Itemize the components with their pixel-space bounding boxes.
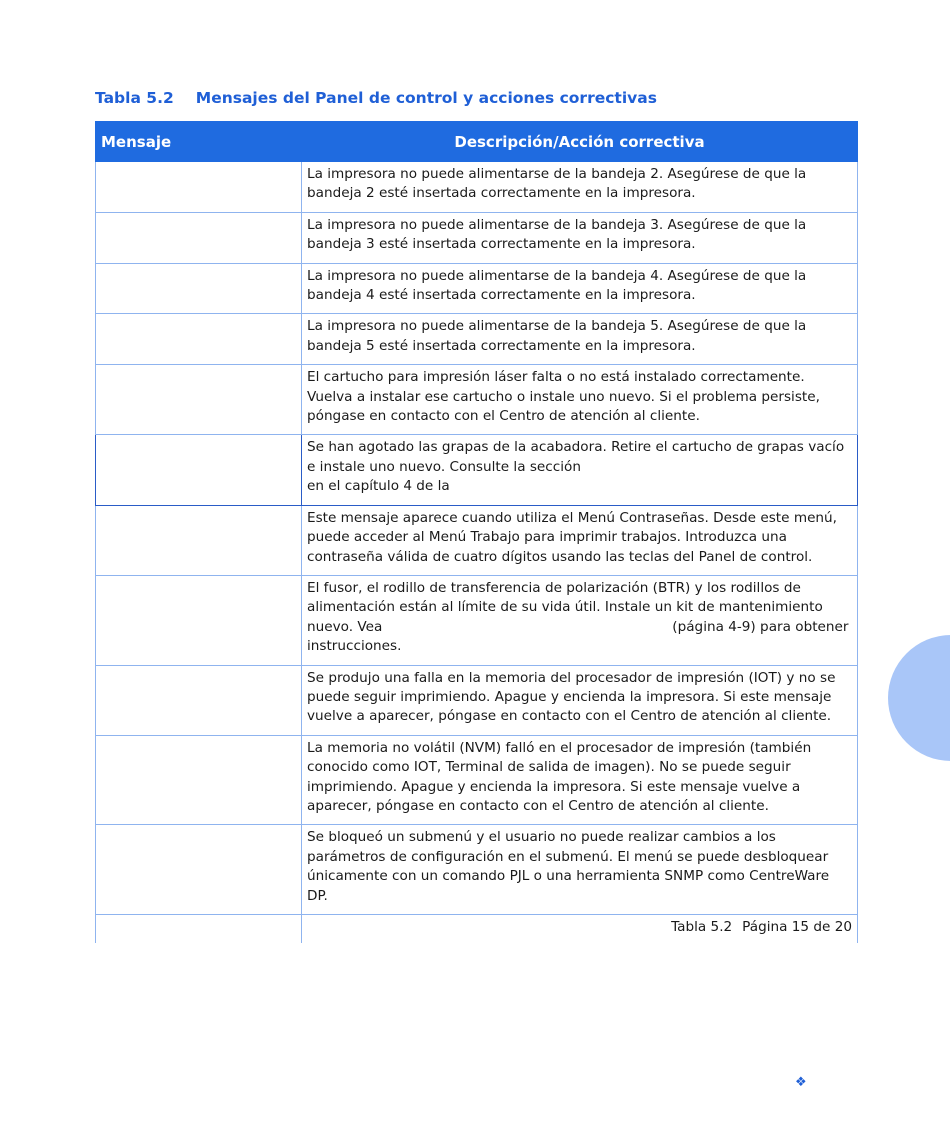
message-cell <box>96 263 302 314</box>
table-number: Tabla 5.2 <box>95 89 174 107</box>
table-row <box>96 263 858 314</box>
table-row <box>96 365 858 435</box>
description-cell <box>302 505 858 575</box>
message-cell <box>96 665 302 735</box>
description-text: La impresora no puede alimentarse de la bandeja 5. Asegúrese de que la bandeja 5 esté insertada correctamente en la impresora. <box>307 318 807 354</box>
description-cell <box>302 314 858 365</box>
message-cell <box>96 162 302 213</box>
messages-table <box>95 121 858 943</box>
message-cell <box>96 735 302 825</box>
description-cell <box>302 263 858 314</box>
description-cell <box>302 735 858 825</box>
description-cell <box>302 825 858 915</box>
table-row <box>96 825 858 915</box>
description-text: La impresora no puede alimentarse de la bandeja 4. Asegúrese de que la bandeja 4 esté insertada correctamente en la impresora. <box>307 267 807 304</box>
description-text: Se bloqueó un submenú y el usuario no puede realizar cambios a los parámetros de configuración en el submenú. El menú se puede desbloquear únicamente con un comando PJL o una herramienta SNMP como CentreWare DP. <box>307 829 830 904</box>
table-row <box>96 162 858 213</box>
message-cell <box>96 435 302 505</box>
description-text: La impresora no puede alimentarse de la bandeja 3. Asegúrese de que la bandeja 3 esté insertada correctamente en la impresora. <box>307 216 807 253</box>
table-footer <box>302 915 858 944</box>
footer-table-ref: Tabla 5.2 <box>671 919 733 935</box>
description-cell <box>302 575 858 665</box>
description-text-continued: en el capítulo 4 de la <box>307 478 450 495</box>
table-row <box>96 435 858 505</box>
description-cell <box>302 162 858 213</box>
table-row <box>96 212 858 263</box>
table-caption <box>95 89 657 107</box>
description-text: La impresora no puede alimentarse de la bandeja 2. Asegúrese de que la bandeja 2 esté insertada correctamente en la impresora. <box>307 166 807 202</box>
table-row <box>96 735 858 825</box>
table-header-row <box>96 122 858 162</box>
footer-empty-cell <box>96 915 302 944</box>
description-text <box>307 579 852 657</box>
description-text: La memoria no volátil (NVM) falló en el procesador de impresión (también conocido como IOT, Terminal de salida de imagen). No se puede seguir imprimiendo. Apague y encienda la impresora. Si este mensaje vuelve a aparecer, póngase en contacto con el Centro de atención al cliente. <box>307 739 812 814</box>
table-row <box>96 665 858 735</box>
table-row <box>96 575 858 665</box>
footer-page: Página 15 de 20 <box>742 919 852 935</box>
message-cell <box>96 505 302 575</box>
table-title: Mensajes del Panel de control y acciones correctivas <box>195 89 657 107</box>
table-row <box>96 314 858 365</box>
description-text-part: El fusor, el rodillo de transferencia de polarización (BTR) y los rodillos de alimentación están al límite de su vida útil. Instale un kit de mantenimiento nuevo. Vea <box>307 579 823 635</box>
description-text-part: (página 4-9) para obtener instrucciones. <box>307 618 849 655</box>
table-footer-row <box>96 915 858 944</box>
description-text: Se han agotado las grapas de la acabadora. Retire el cartucho de grapas vacío e instale uno nuevo. Consulte la sección <box>307 439 845 475</box>
description-cell <box>302 365 858 435</box>
description-cell <box>302 435 858 505</box>
header-message: Mensaje <box>96 122 302 162</box>
description-cell <box>302 665 858 735</box>
description-cell <box>302 212 858 263</box>
description-text: El cartucho para impresión láser falta o no está instalado correctamente. Vuelva a instalar ese cartucho o instale uno nuevo. Si el problema persiste, póngase en contacto con el Centro de atención al cliente. <box>307 369 820 425</box>
header-description: Descripción/Acción correctiva <box>302 122 858 162</box>
message-cell <box>96 825 302 915</box>
message-cell <box>96 212 302 263</box>
diamond-cluster-icon: ❖ <box>795 1075 807 1090</box>
table-row <box>96 505 858 575</box>
message-cell <box>96 314 302 365</box>
message-cell <box>96 575 302 665</box>
message-cell <box>96 365 302 435</box>
description-text: Este mensaje aparece cuando utiliza el Menú Contraseñas. Desde este menú, puede acceder al Menú Trabajo para imprimir trabajos. Introduzca una contraseña válida de cuatro dígitos usando las teclas del Panel de control. <box>307 509 837 565</box>
chapter-side-tab <box>888 635 950 761</box>
description-text: Se produjo una falla en la memoria del procesador de impresión (IOT) y no se puede seguir imprimiendo. Apague y encienda la impresora. Si este mensaje vuelve a aparecer, póngase en contacto con el Centro de atención al cliente. <box>307 669 836 725</box>
